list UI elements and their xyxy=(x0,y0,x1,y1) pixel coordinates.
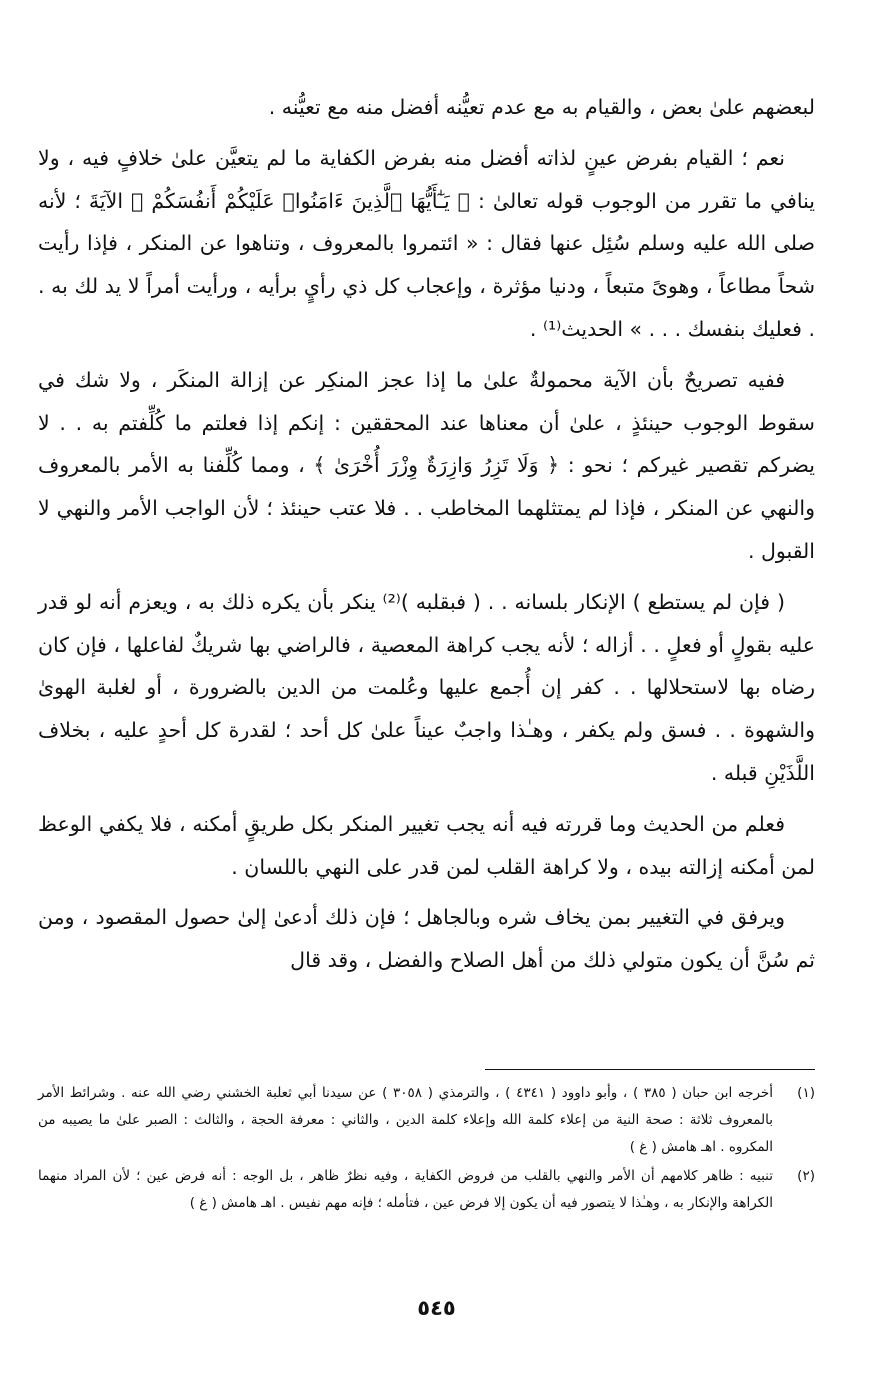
page-number: ٥٤٥ xyxy=(417,1296,456,1320)
footnote-2 xyxy=(38,1163,815,1217)
footnote-number: (١) xyxy=(797,1085,815,1101)
footnote-number: (٢) xyxy=(797,1168,815,1184)
paragraph-1: لبعضهم علىٰ بعض ، والقيام به مع عدم تعيُّنه أفضل منه مع تعيُّنه . xyxy=(268,95,815,119)
paragraph-5: فعلم من الحديث وما قررته فيه أنه يجب تغيير المنكر بكل طريقٍ أمكنه ، فلا يكفي الوعظ لمن أمكنه إزالته بيده ، ولا كراهة القلب لمن قدر على النهي باللسان . xyxy=(38,811,815,879)
main-text xyxy=(38,86,815,990)
paragraph-4: ( فإن لم يستطع ) الإنكار بلسانه . . ( فبقلبه )⁽²⁾ ينكر بأن يكره ذلك به ، ويعزم أنه لو قدر عليه بقولٍ أو فعلٍ . . أزاله ؛ لأنه يجب كراهة المعصية ، فالراضي بها شريكٌ لفاعلها ، فإن كان رضاه بها لاستحلالها . . كفر إن أُجمع عليها وعُلمت من الدين بالضرورة ، أو لغلبة الهوىٰ والشهوة . . فسق ولم يكفر ، وهـٰذا واجبٌ عيناً علىٰ كل أحد ؛ لقدرة كل أحدٍ عليه ، بخلاف اللَّذَيْنِ قبله . xyxy=(38,589,815,785)
footnote-text: أخرجه ابن حبان ( ٣٨٥ ) ، وأبو داوود ( ٤٣٤١ ) ، والترمذي ( ٣٠٥٨ ) عن سيدنا أبي ثعلبة الخشني رضي الله عنه . وشرائط الأمر بالمعروف ثلاثة : صحة النية من إعلاء كلمة الله وإعلاء كلمة الدين ، والثاني : معرفة الحجة ، والثالث : الصبر علىٰ ما يصيبه من المكروه . اهـ هامش ( غ ) xyxy=(38,1085,774,1155)
footnote-1 xyxy=(38,1080,815,1161)
footnotes xyxy=(38,1080,815,1219)
paragraph-3: ففيه تصريحٌ بأن الآية محمولةٌ علىٰ ما إذا عجز المنكِر عن إزالة المنكَر ، ولا شك في سقوط الوجوب حينئذٍ ، علىٰ أن معناها عند المحققين : إنكم إذا فعلتم ما كُلِّفتم به . . لا يضركم تقصير غيركم ؛ نحو : ﴿ وَلَا تَزِرُ وَازِرَةٌ وِزْرَ أُخْرَىٰ ﴾ ، ومما كُلِّفنا به الأمر بالمعروف والنهي عن المنكر ، فإذا لم يمتثلهما المخاطب . . فلا عتب حينئذ ؛ لأن الواجب الأمر والنهي لا القبول . xyxy=(38,367,815,563)
paragraph-6: ويرفق في التغيير بمن يخاف شره وبالجاهل ؛ فإن ذلك أدعىٰ إلىٰ حصول المقصود ، ومن ثم سُنَّ أن يكون متولي ذلك من أهل الصلاح والفضل ، وقد قال xyxy=(38,905,815,973)
paragraph-2: نعم ؛ القيام بفرض عينٍ لذاته أفضل منه بفرض الكفاية ما لم يتعيَّن علىٰ خلافٍ فيه ، ولا ينافي ما تقرر من الوجوب قوله تعالىٰ : ﴿ يَـٰٓأَيُّهَا ٱلَّذِينَ ءَامَنُوا۟ عَلَيْكُمْ أَنفُسَكُمْ ﴾ الآيَةَ ؛ لأنه صلى الله عليه وسلم سُئِل عنها فقال : « ائتمروا بالمعروف ، وتناهوا عن المنكر ، فإذا رأيت شحاً مطاعاً ، وهوىً متبعاً ، ودنيا مؤثرة ، وإعجاب كل ذي رأيٍ برأيه ، ورأيت أمراً لا يد لك به . . فعليك بنفسك . . . » الحديث⁽¹⁾ . xyxy=(38,145,815,341)
footnote-text: تنبيه : ظاهر كلامهم أن الأمر والنهي بالقلب من فروض الكفاية ، وفيه نظرٌ ظاهر ، بل الوجه : أنه فرض عين ؛ لأن المراد منهما الكراهة والإنكار به ، وهـٰذا لا يتصور فيه أن يكون إلا فرض عين ، فتأمله ؛ فإنه مهم نفيس . اهـ هامش ( غ ) xyxy=(38,1168,773,1211)
footnote-divider xyxy=(485,1069,815,1070)
